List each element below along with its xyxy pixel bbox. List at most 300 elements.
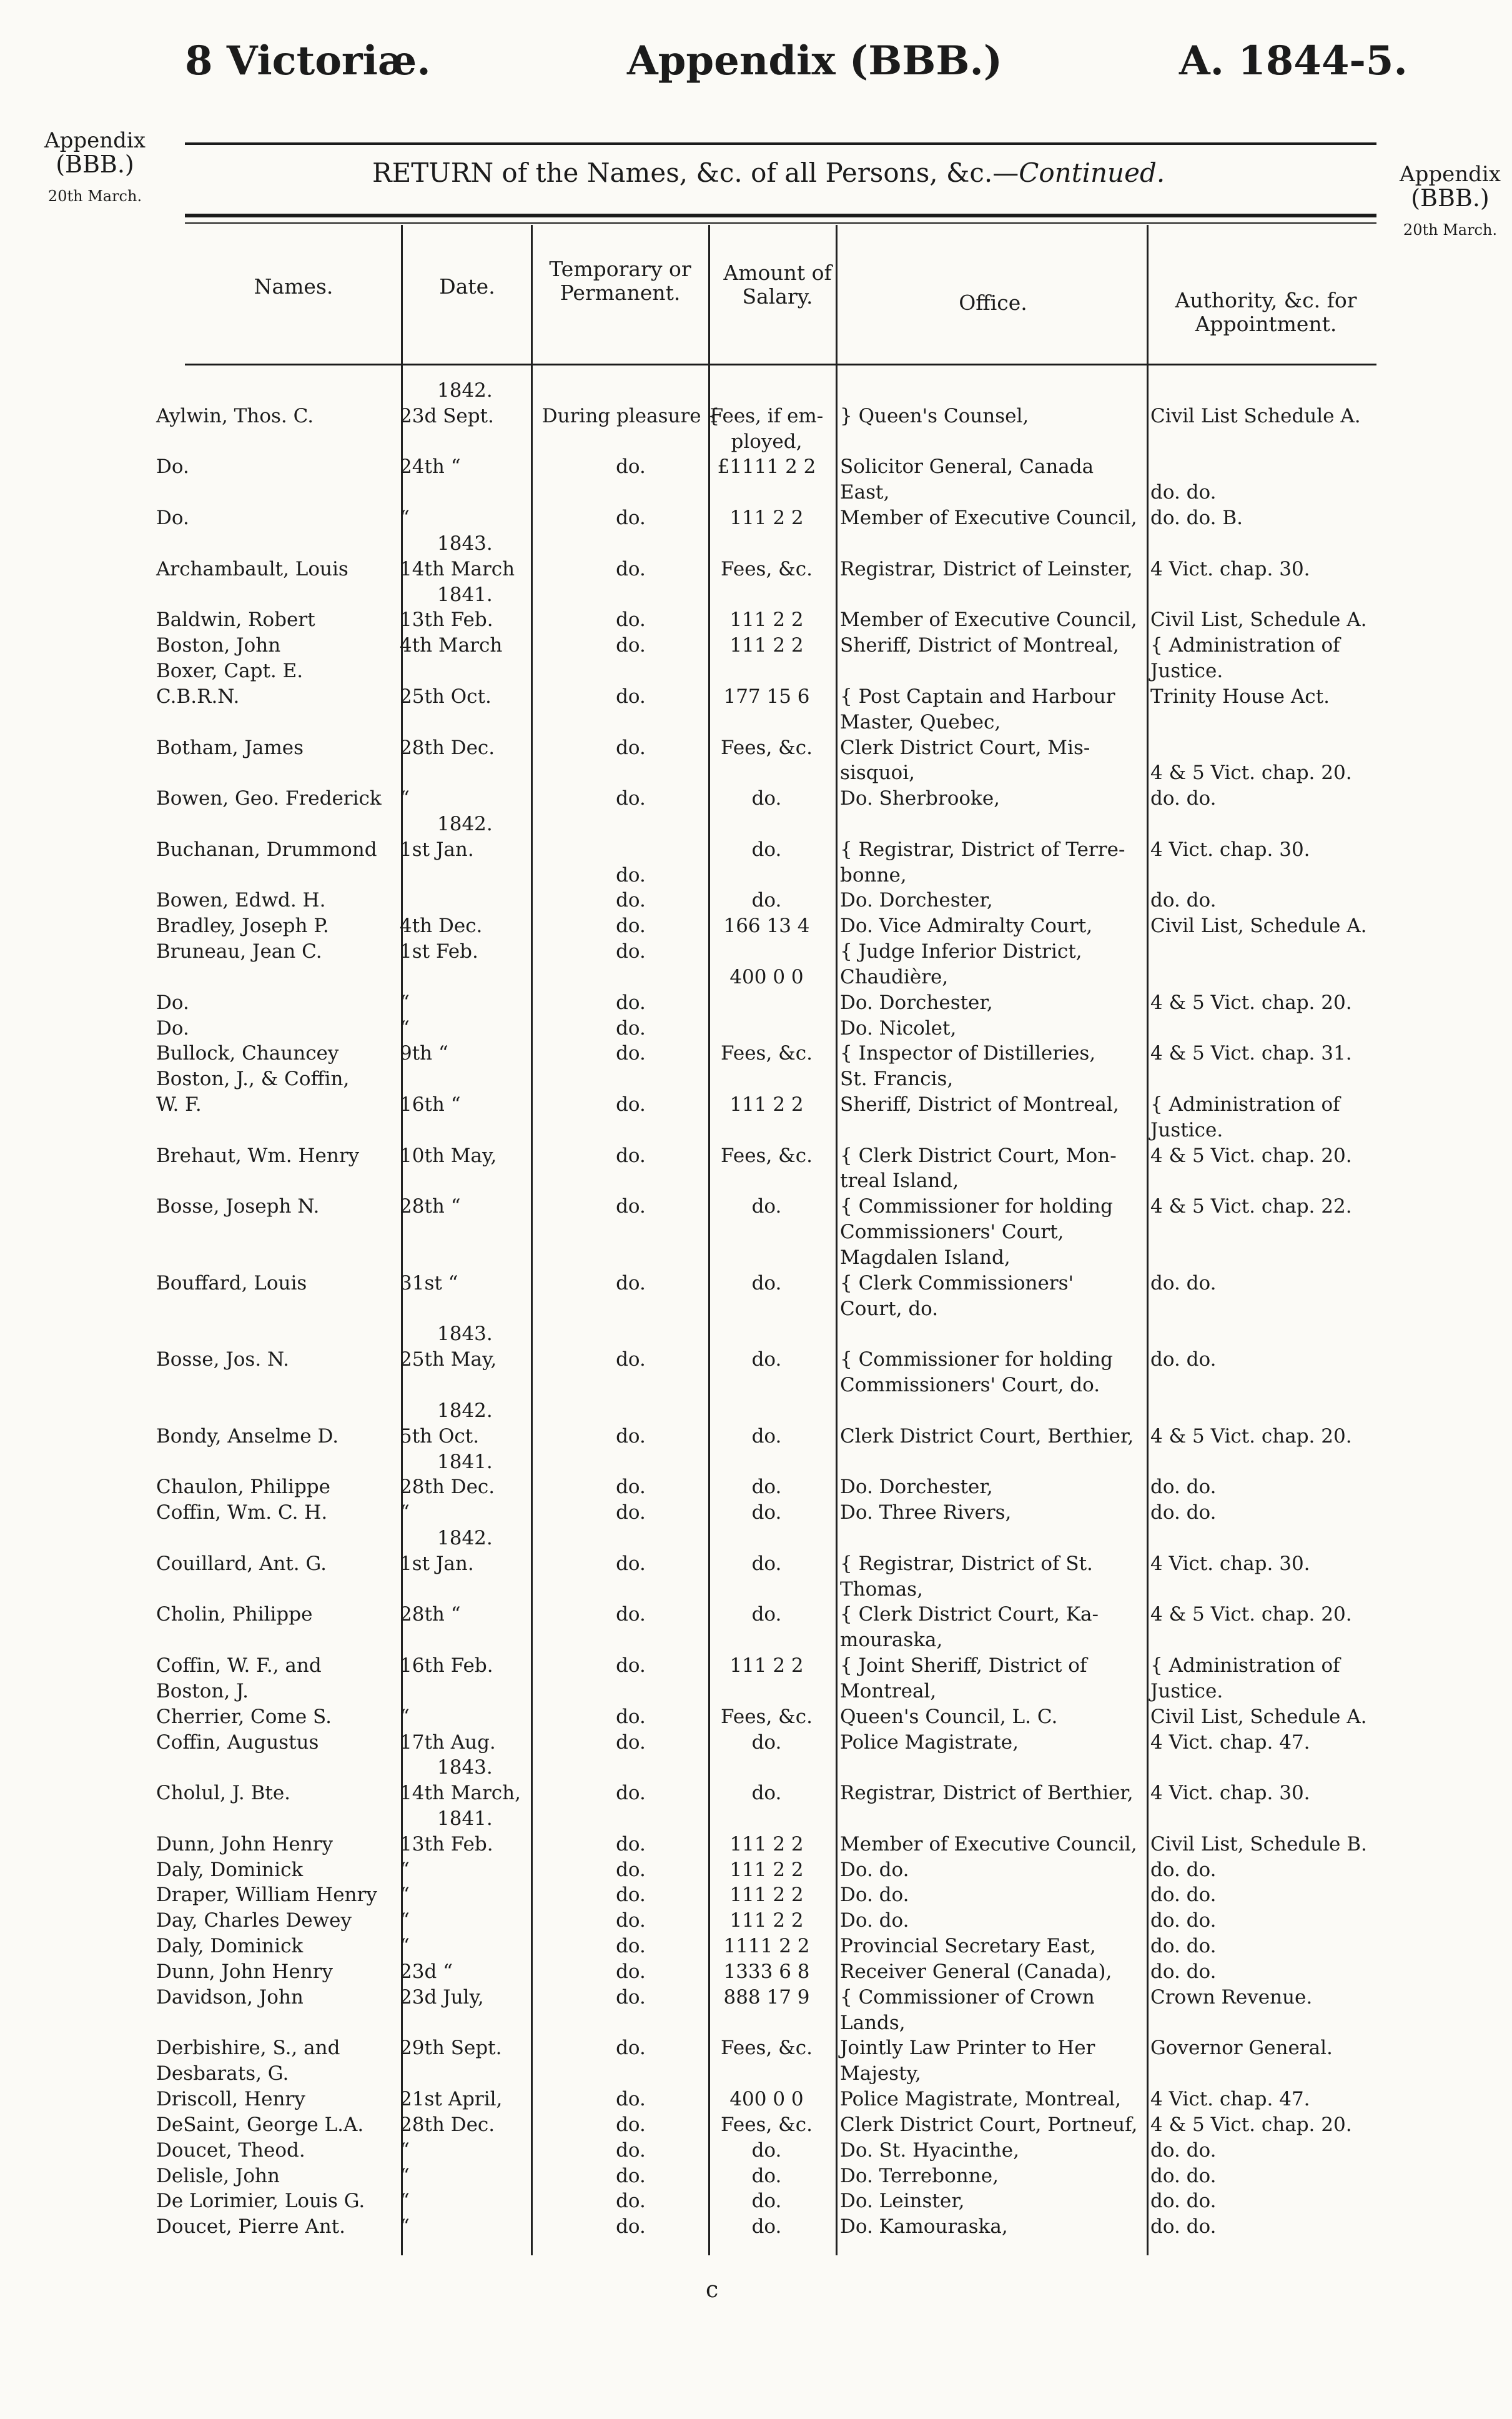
cell-amount: 400 0 0 [729,2088,804,2110]
cell-office: sisquoi, [840,762,915,784]
cell-office: Do. Dorchester, [840,1476,993,1498]
cell-temporary: do. [616,1782,646,1804]
cell-authority: do. do. B. [1150,507,1243,529]
header-rule [185,142,1376,145]
cell-temporary: do. [616,2037,646,2059]
cell-name: Botham, James [156,737,304,759]
cell-date: 16th Feb. [400,1654,493,1677]
col-header-office: Office. [959,291,1027,315]
cell-name: DeSaint, George L.A. [156,2114,364,2136]
cell-authority: do. do. [1150,2215,1217,2238]
cell-authority: do. do. [1150,1909,1217,1932]
cell-authority: Crown Revenue. [1150,1986,1313,2009]
cell-amount: 1111 2 2 [723,1935,810,1957]
cell-temporary: do. [616,1425,646,1448]
cell-temporary: do. [616,1986,646,2009]
cell-date: 14th March [400,558,515,580]
cell-authority: 4 Vict. chap. 30. [1150,838,1310,861]
cell-amount: do. [751,1603,782,1626]
cell-amount: do. [751,2165,782,2187]
cell-temporary: do. [616,1935,646,1957]
cell-temporary: do. [616,1501,646,1524]
cell-date: 13th Feb. [400,1833,493,1855]
cell-year: 1842. [437,813,493,835]
cell-authority: { Administration of [1150,1654,1340,1677]
cell-date: 1st Jan. [400,838,474,861]
cell-office: { Joint Sheriff, District of [840,1654,1087,1677]
cell-office: Do. Three Rivers, [840,1501,1012,1524]
cell-authority: 4 Vict. chap. 47. [1150,1731,1310,1754]
cell-office: Montreal, [840,1680,937,1702]
cell-office: Do. do. [840,1859,909,1881]
cell-temporary: do. [616,634,646,657]
cell-date: 25th Oct. [400,685,492,708]
cell-authority: 4 & 5 Vict. chap. 31. [1150,1042,1352,1065]
cell-name: Coffin, Wm. C. H. [156,1501,328,1524]
margin-note-left [39,130,151,204]
cell-name: Do. [156,507,189,529]
margin-note-right [1394,164,1506,238]
cell-temporary: do. [616,1833,646,1855]
cell-temporary: do. [616,1731,646,1754]
cell-name: Bosse, Joseph N. [156,1195,320,1218]
cell-amount: 111 2 2 [729,1833,804,1855]
cell-name: Bosse, Jos. N. [156,1348,290,1371]
cell-date: 17th Aug. [400,1731,496,1754]
cell-authority: 4 & 5 Vict. chap. 20. [1150,2114,1352,2136]
cell-amount: 111 2 2 [729,1909,804,1932]
cell-amount: 111 2 2 [729,608,804,631]
cell-temporary: do. [616,1859,646,1881]
cell-office: { Clerk Commissioners' [840,1272,1074,1294]
cell-office: Provincial Secretary East, [840,1935,1096,1957]
cell-office: Sheriff, District of Montreal, [840,1093,1119,1116]
cell-office: { Commissioner for holding [840,1348,1113,1371]
cell-year: 1841. [437,1451,493,1473]
cell-temporary: do. [616,915,646,937]
cell-amount: do. [751,2215,782,2238]
cell-amount: ployed, [731,430,803,453]
cell-amount: Fees, &c. [721,1706,813,1728]
cell-authority: Governor General. [1150,2037,1333,2059]
cell-authority: do. do. [1150,1859,1217,1881]
cell-name: Coffin, Augustus [156,1731,319,1754]
cell-amount: do. [751,1731,782,1754]
cell-temporary: do. [616,455,646,478]
title-rule-thick [185,214,1376,217]
cell-temporary: do. [616,1654,646,1677]
cell-temporary: do. [616,1093,646,1116]
header-bottom-rule [185,364,1376,365]
cell-amount: do. [751,889,782,911]
cell-year: 1842. [437,379,493,402]
cell-authority: 4 Vict. chap. 30. [1150,1782,1310,1804]
cell-office: Do. do. [840,1884,909,1906]
cell-date: 31st “ [400,1272,458,1294]
cell-name: Desbarats, G. [156,2062,289,2085]
cell-date: 28th Dec. [400,2114,495,2136]
cell-date: “ [400,2139,410,2162]
cell-temporary: do. [616,940,646,963]
cell-temporary: do. [616,2114,646,2136]
cell-date: “ [400,2215,410,2238]
cell-office: Member of Executive Council, [840,507,1137,529]
cell-amount: do. [751,1425,782,1448]
cell-office: { Post Captain and Harbour [840,685,1115,708]
cell-date: 28th “ [400,1603,461,1626]
cell-date: 23d “ [400,1960,453,1983]
cell-amount: do. [751,2190,782,2212]
cell-office: Do. Nicolet, [840,1017,957,1040]
cell-temporary: do. [616,2139,646,2162]
margin-note-right-date: 20th March. [1403,221,1498,239]
cell-temporary: do. [616,1195,646,1218]
cell-date: 28th Dec. [400,737,495,759]
cell-office: Thomas, [840,1578,923,1601]
cell-office: East, [840,481,890,504]
cell-authority: do. do. [1150,1272,1217,1294]
cell-amount: Fees, &c. [721,1145,813,1167]
cell-name: W. F. [156,1093,202,1116]
cell-authority: do. do. [1150,481,1217,504]
cell-office: bonne, [840,864,907,887]
cell-amount: 111 2 2 [729,634,804,657]
cell-authority: do. do. [1150,787,1217,810]
cell-name: Doucet, Pierre Ant. [156,2215,345,2238]
cell-office: Commissioners' Court, do. [840,1374,1100,1396]
cell-name: Boston, J., & Coffin, [156,1068,350,1090]
cell-office: Solicitor General, Canada [840,455,1094,478]
cell-date: 25th May, [400,1348,497,1371]
cell-date: 4th March [400,634,503,657]
cell-date: 16th “ [400,1093,461,1116]
cell-office: { Commissioner of Crown [840,1986,1095,2009]
cell-office: Do. Vice Admiralty Court, [840,915,1093,937]
cell-amount: do. [751,2139,782,2162]
cell-year: 1843. [437,1323,493,1345]
cell-amount: 111 2 2 [729,1093,804,1116]
cell-authority: do. do. [1150,1476,1217,1498]
cell-office: Do. do. [840,1909,909,1932]
cell-name: Daly, Dominick [156,1935,304,1957]
cell-name: Boston, John [156,634,281,657]
cell-date: “ [400,1909,410,1932]
cell-authority: do. do. [1150,1348,1217,1371]
cell-office: Majesty, [840,2062,921,2085]
cell-amount: do. [751,787,782,810]
cell-name: Bouffard, Louis [156,1272,307,1294]
cell-amount: Fees, &c. [721,1042,813,1065]
cell-year: 1841. [437,584,493,606]
cell-authority: do. do. [1150,1960,1217,1983]
cell-date: 28th Dec. [400,1476,495,1498]
cell-amount: 111 2 2 [729,507,804,529]
header-center: Appendix (BBB.) [627,37,1003,84]
cell-authority: Civil List, Schedule B. [1150,1833,1367,1855]
cell-authority: 4 & 5 Vict. chap. 22. [1150,1195,1352,1218]
cell-name: Do. [156,1017,189,1040]
cell-office: Police Magistrate, Montreal, [840,2088,1122,2110]
cell-year: 1842. [437,1527,493,1549]
cell-name: Daly, Dominick [156,1859,304,1881]
cell-temporary: do. [616,608,646,631]
cell-amount: £1111 2 2 [717,455,816,478]
return-title-main: RETURN of the Names, &c. of all Persons, &c.— [372,157,1019,188]
cell-name: Boston, J. [156,1680,249,1702]
cell-date: 9th “ [400,1042,448,1065]
cell-name: Aylwin, Thos. C. [156,405,314,427]
cell-amount: 166 13 4 [723,915,810,937]
cell-temporary: do. [616,1348,646,1371]
cell-name: Delisle, John [156,2165,280,2187]
cell-office: treal Island, [840,1170,959,1192]
cell-authority: { Administration of [1150,1093,1340,1116]
cell-name: Bradley, Joseph P. [156,915,329,937]
cell-authority: do. do. [1150,1884,1217,1906]
cell-temporary: do. [616,864,646,887]
cell-amount: do. [751,1782,782,1804]
cell-name: Doucet, Theod. [156,2139,305,2162]
cell-office: Do. Sherbrooke, [840,787,1001,810]
cell-name: Bullock, Chauncey [156,1042,339,1065]
cell-date: 28th “ [400,1195,461,1218]
cell-authority: 4 Vict. chap. 30. [1150,1552,1310,1575]
cell-office: { Inspector of Distilleries, [840,1042,1096,1065]
cell-temporary: do. [616,991,646,1014]
cell-amount: 177 15 6 [723,685,810,708]
cell-amount: Fees, &c. [721,737,813,759]
cell-date: “ [400,2190,410,2212]
cell-date: “ [400,2165,410,2187]
cell-authority: Trinity House Act. [1150,685,1330,708]
cell-office: Chaudière, [840,966,949,988]
cell-office: } Queen's Counsel, [840,405,1029,427]
cell-name: Baldwin, Robert [156,608,315,631]
cell-authority: do. do. [1150,2165,1217,2187]
cell-name: Day, Charles Dewey [156,1909,352,1932]
cell-temporary: do. [616,1042,646,1065]
cell-temporary: do. [616,1552,646,1575]
cell-date: 23d Sept. [400,405,494,427]
cell-date: 24th “ [400,455,461,478]
cell-authority: Justice. [1150,1119,1223,1141]
cell-date: “ [400,507,410,529]
cell-name: Boxer, Capt. E. [156,660,304,682]
cell-year: 1843. [437,1756,493,1779]
cell-amount: Fees, &c. [721,2114,813,2136]
cell-date: “ [400,1859,410,1881]
cell-office: { Commissioner for holding [840,1195,1113,1218]
cell-name: Driscoll, Henry [156,2088,305,2110]
cell-authority: Civil List Schedule A. [1150,405,1361,427]
cell-authority: do. do. [1150,2190,1217,2212]
cell-amount: do. [751,1348,782,1371]
cell-date: 5th Oct. [400,1425,480,1448]
cell-amount: do. [751,838,782,861]
cell-amount: do. [751,1195,782,1218]
cell-office: { Clerk District Court, Mon- [840,1145,1117,1167]
cell-date: “ [400,1017,410,1040]
cell-office: Court, do. [840,1298,939,1320]
margin-note-left-line1: Appendix [44,128,146,153]
cell-office: { Judge Inferior District, [840,940,1082,963]
cell-date: “ [400,991,410,1014]
cell-date: 14th March, [400,1782,521,1804]
cell-office: mouraska, [840,1629,943,1651]
cell-amount: 1333 6 8 [723,1960,810,1983]
cell-name: Bondy, Anselme D. [156,1425,339,1448]
header-right: A. 1844-5. [1179,37,1408,84]
cell-amount: do. [751,1272,782,1294]
cell-name: Bowen, Geo. Frederick [156,787,382,810]
cell-date: 1st Jan. [400,1552,474,1575]
cell-office: Do. Dorchester, [840,991,993,1014]
cell-amount: 111 2 2 [729,1654,804,1677]
cell-authority: Civil List, Schedule A. [1150,915,1367,937]
cell-office: Member of Executive Council, [840,608,1137,631]
cell-date: 23d July, [400,1986,484,2009]
cell-name: Derbishire, S., and [156,2037,340,2059]
cell-temporary: do. [616,558,646,580]
cell-temporary: do. [616,2165,646,2187]
cell-authority: Justice. [1150,660,1223,682]
cell-office: Queen's Council, L. C. [840,1706,1058,1728]
cell-year: 1843. [437,532,493,555]
cell-authority: 4 & 5 Vict. chap. 20. [1150,1425,1352,1448]
cell-name: Dunn, John Henry [156,1833,334,1855]
cell-office: Do. Leinster, [840,2190,965,2212]
cell-name: Bruneau, Jean C. [156,940,322,963]
cell-amount: do. [751,1476,782,1498]
cell-authority: 4 Vict. chap. 30. [1150,558,1310,580]
cell-date: “ [400,787,410,810]
cell-name: Bowen, Edwd. H. [156,889,326,911]
cell-name: Do. [156,455,189,478]
cell-temporary: do. [616,1603,646,1626]
cell-temporary: do. [616,1960,646,1983]
cell-authority: 4 & 5 Vict. chap. 20. [1150,1603,1352,1626]
cell-date: “ [400,1884,410,1906]
cell-temporary: do. [616,507,646,529]
cell-temporary: do. [616,2088,646,2110]
cell-temporary: do. [616,1272,646,1294]
cell-temporary: do. [616,2215,646,2238]
cell-amount: 111 2 2 [729,1884,804,1906]
cell-year: 1841. [437,1807,493,1830]
column-divider-5 [1147,225,1149,2255]
header-left: 8 Victoriæ. [185,37,431,84]
return-title [372,157,1165,188]
cell-name: Dunn, John Henry [156,1960,334,1983]
cell-office: Police Magistrate, [840,1731,1019,1754]
cell-office: Registrar, District of Leinster, [840,558,1133,580]
cell-amount: 400 0 0 [729,966,804,988]
cell-office: Clerk District Court, Mis- [840,737,1090,759]
cell-office: Jointly Law Printer to Her [840,2037,1095,2059]
cell-date: 29th Sept. [400,2037,502,2059]
cell-office: Clerk District Court, Portneuf, [840,2114,1138,2136]
cell-date: 4th Dec. [400,915,483,937]
cell-temporary: do. [616,1706,646,1728]
column-divider-2 [531,225,533,2255]
cell-name: De Lorimier, Louis G. [156,2190,365,2212]
cell-temporary: do. [616,1884,646,1906]
cell-date: 13th Feb. [400,608,493,631]
cell-office: Receiver General (Canada), [840,1960,1112,1983]
cell-office: { Registrar, District of Terre- [840,838,1125,861]
page-signature: c [706,2277,719,2303]
cell-office: Master, Quebec, [840,711,1001,733]
cell-office: Member of Executive Council, [840,1833,1137,1855]
cell-temporary: do. [616,787,646,810]
col-header-amount: Amount of Salary. [723,261,832,309]
cell-amount: Fees, &c. [721,2037,813,2059]
cell-amount: do. [751,1501,782,1524]
cell-authority: do. do. [1150,1501,1217,1524]
cell-temporary: do. [616,2190,646,2212]
cell-name: Cherrier, Come S. [156,1706,332,1728]
cell-temporary: do. [616,685,646,708]
cell-date: “ [400,1935,410,1957]
cell-temporary: do. [616,889,646,911]
cell-name: Draper, William Henry [156,1884,377,1906]
cell-authority: Justice. [1150,1680,1223,1702]
cell-name: Couillard, Ant. G. [156,1552,327,1575]
cell-temporary: do. [616,1017,646,1040]
cell-authority: 4 Vict. chap. 47. [1150,2088,1310,2110]
cell-amount: do. [751,1552,782,1575]
cell-office: Clerk District Court, Berthier, [840,1425,1134,1448]
cell-office: Commissioners' Court, [840,1221,1064,1243]
cell-date: “ [400,1501,410,1524]
cell-authority: do. do. [1150,889,1217,911]
cell-name: Brehaut, Wm. Henry [156,1145,360,1167]
cell-authority: Civil List, Schedule A. [1150,608,1367,631]
cell-authority: do. do. [1150,2139,1217,2162]
cell-name: Coffin, W. F., and [156,1654,322,1677]
margin-note-right-line2: (BBB.) [1411,184,1490,212]
margin-note-left-date: 20th March. [47,187,142,205]
cell-temporary: do. [616,1909,646,1932]
cell-office: Do. Terrebonne, [840,2165,999,2187]
cell-temporary: do. [616,737,646,759]
cell-office: Sheriff, District of Montreal, [840,634,1119,657]
cell-authority: do. do. [1150,1935,1217,1957]
col-header-temporary: Temporary or Permanent. [549,257,691,305]
return-title-continued: Continued. [1019,157,1165,188]
cell-name: Cholul, J. Bte. [156,1782,291,1804]
col-header-authority: Authority, &c. for Appointment. [1175,288,1357,336]
cell-date: “ [400,1706,410,1728]
cell-authority: 4 & 5 Vict. chap. 20. [1150,1145,1352,1167]
cell-authority: Civil List, Schedule A. [1150,1706,1367,1728]
cell-amount: Fees, &c. [721,558,813,580]
cell-office: Registrar, District of Berthier, [840,1782,1134,1804]
margin-note-left-line2: (BBB.) [56,150,134,178]
cell-name: C.B.R.N. [156,685,240,708]
cell-amount: Fees, if em- [709,405,824,427]
cell-amount: 888 17 9 [723,1986,810,2009]
cell-office: Do. Kamouraska, [840,2215,1008,2238]
cell-year: 1842. [437,1399,493,1422]
cell-name: Chaulon, Philippe [156,1476,330,1498]
cell-amount: 111 2 2 [729,1859,804,1881]
col-header-date: Date. [439,274,495,299]
cell-temporary: During pleasure { [541,405,720,427]
col-header-names: Names. [254,274,334,299]
cell-name: Cholin, Philippe [156,1603,313,1626]
cell-office: { Clerk District Court, Ka- [840,1603,1099,1626]
